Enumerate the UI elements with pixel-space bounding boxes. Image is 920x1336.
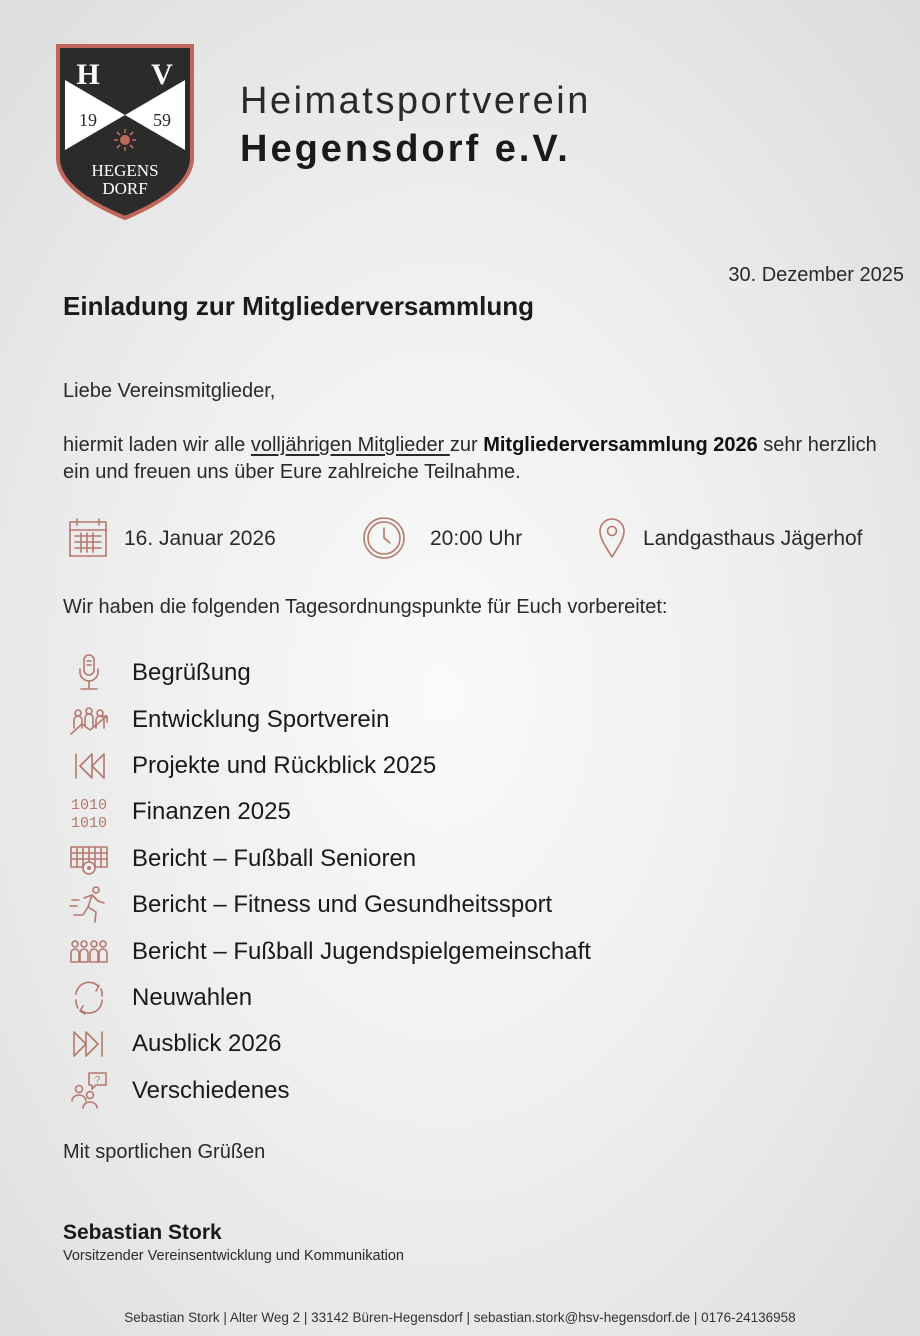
agenda-item — [66, 836, 591, 882]
soccer-goal-icon — [68, 839, 110, 879]
agenda-item — [66, 650, 591, 696]
agenda-item — [66, 743, 591, 789]
agenda-item-label: Ausblick 2026 — [132, 1030, 282, 1058]
greeting: Liebe Vereinsmitglieder, — [63, 380, 276, 402]
intro-text-3: sehr herzlich ein und freuen uns über Eure zahlreiche Teilnahme. — [63, 434, 877, 483]
location-pin-icon — [596, 516, 628, 560]
event-location: Landgasthaus Jägerhof — [643, 527, 863, 550]
group-icon — [68, 932, 110, 972]
signer-name: Sebastian Stork — [63, 1221, 222, 1244]
intro-underlined: volljährigen Mitglieder — [250, 434, 450, 456]
agenda-item-label: Neuwahlen — [132, 983, 253, 1011]
org-name-line2: Hegensdorf e.V. — [240, 128, 571, 170]
runner-icon — [68, 885, 110, 925]
svg-text:1010: 1010 — [70, 797, 108, 815]
fast-forward-icon — [68, 1024, 110, 1064]
agenda-item-label: Bericht – Fußball Senioren — [132, 844, 417, 872]
logo-name-line2: DORF — [102, 179, 148, 198]
agenda-item-label: Bericht – Fitness und Gesundheitssport — [132, 891, 553, 919]
agenda-item-label: Entwicklung Sportverein — [132, 705, 390, 733]
sun-icon — [114, 129, 136, 151]
agenda-item — [66, 789, 591, 835]
intro-bold: Mitgliederversammlung 2026 — [483, 434, 758, 456]
event-date: 16. Januar 2026 — [124, 527, 276, 550]
agenda-intro: Wir haben die folgenden Tagesordnungspunkte für Euch vorbereitet: — [63, 596, 668, 618]
agenda-list — [66, 650, 591, 1114]
logo-year-left: 19 — [79, 110, 97, 130]
svg-text:?: ? — [94, 1074, 101, 1086]
discussion-question-icon — [68, 1071, 110, 1111]
footer-contact: Sebastian Stork | Alter Weg 2 | 33142 Büren-Hegensdorf | sebastian.stork@hsv-hegensdorf.de | 0176-24136958 — [124, 1310, 796, 1325]
agenda-item-label: Projekte und Rückblick 2025 — [132, 751, 437, 779]
rewind-icon — [68, 746, 110, 786]
agenda-item-label: Verschiedenes — [132, 1076, 290, 1104]
growth-team-icon — [68, 700, 110, 740]
binary-icon — [68, 792, 110, 832]
cycle-arrows-icon — [68, 978, 110, 1018]
intro-text-1: hiermit laden wir alle — [63, 434, 251, 456]
agenda-item-label: Finanzen 2025 — [132, 798, 291, 826]
agenda-item — [66, 975, 591, 1021]
agenda-item — [66, 1021, 591, 1067]
logo-letter-v: V — [151, 58, 173, 91]
agenda-item-label: Begrüßung — [132, 659, 251, 687]
letter-title: Einladung zur Mitgliederversammlung — [63, 291, 534, 321]
agenda-item — [66, 928, 591, 974]
letter-date: 30. Dezember 2025 — [728, 264, 904, 286]
closing: Mit sportlichen Grüßen — [63, 1141, 266, 1163]
agenda-item — [66, 696, 591, 742]
org-name-line1: Heimatsportverein — [240, 80, 591, 122]
logo-letter-s: S — [116, 76, 134, 109]
calendar-icon — [67, 517, 109, 561]
microphone-icon — [68, 653, 110, 693]
signer-role: Vorsitzender Vereinsentwicklung und Kommunikation — [63, 1248, 404, 1264]
agenda-item-label: Bericht – Fußball Jugendspielgemeinschaft — [132, 937, 591, 965]
agenda-item — [66, 882, 591, 928]
intro-paragraph — [63, 432, 893, 486]
logo-letter-h: H — [76, 58, 100, 91]
intro-text-2: zur — [449, 434, 484, 456]
logo-name-line1: HEGENS — [91, 161, 159, 180]
agenda-item — [66, 1068, 591, 1114]
logo-year-right: 59 — [153, 110, 171, 130]
club-logo — [52, 40, 198, 222]
svg-text:1010: 1010 — [70, 815, 108, 833]
event-time: 20:00 Uhr — [430, 527, 523, 550]
clock-icon — [360, 515, 408, 561]
